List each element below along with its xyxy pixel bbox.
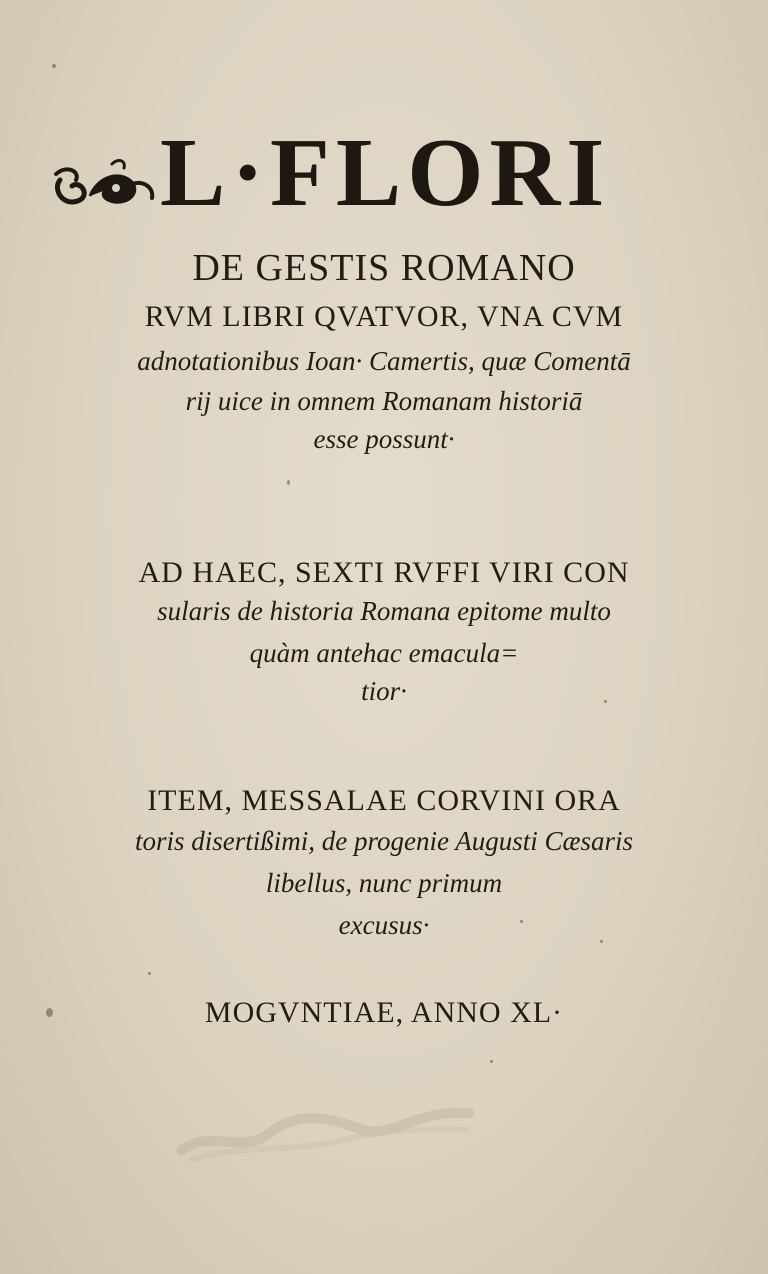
title-line-2: RVM LIBRI QVATVOR, VNA CVM — [144, 300, 624, 333]
section3-line-4: excusus· — [338, 910, 430, 940]
imprint-line: MOGVNTIAE, ANNO XL· — [204, 996, 564, 1029]
paper-speck — [490, 1060, 493, 1063]
printers-ornament-icon — [50, 150, 162, 212]
section2-line-2: sularis de historia Romana epitome multo — [157, 596, 611, 626]
faded-stamp — [168, 1085, 482, 1172]
main-title: L·FLORI — [160, 119, 611, 227]
paper-speck — [52, 64, 56, 68]
paper-speck — [287, 480, 290, 485]
title-line-4: rij uice in omnem Romanam historiā — [185, 386, 583, 416]
title-row — [0, 118, 768, 228]
section3-line-3: libellus, nunc primum — [265, 868, 503, 898]
section2-line-3: quàm antehac emacula= — [249, 638, 519, 668]
title-line-5: esse possunt· — [313, 424, 455, 454]
section2-line-4: tior· — [361, 676, 407, 706]
section3-line-1: ITEM, MESSALAE CORVINI ORA — [147, 784, 621, 817]
paper-speck — [148, 972, 151, 975]
title-line-1: DE GESTIS ROMANO — [192, 247, 576, 289]
section3-line-2: toris disertißimi, de progenie Augusti Cæsaris — [134, 826, 634, 856]
title-line-3: adnotationibus Ioan· Camertis, quæ Comentā — [137, 346, 631, 376]
section2-line-1: AD HAEC, SEXTI RVFFI VIRI CON — [138, 556, 630, 589]
